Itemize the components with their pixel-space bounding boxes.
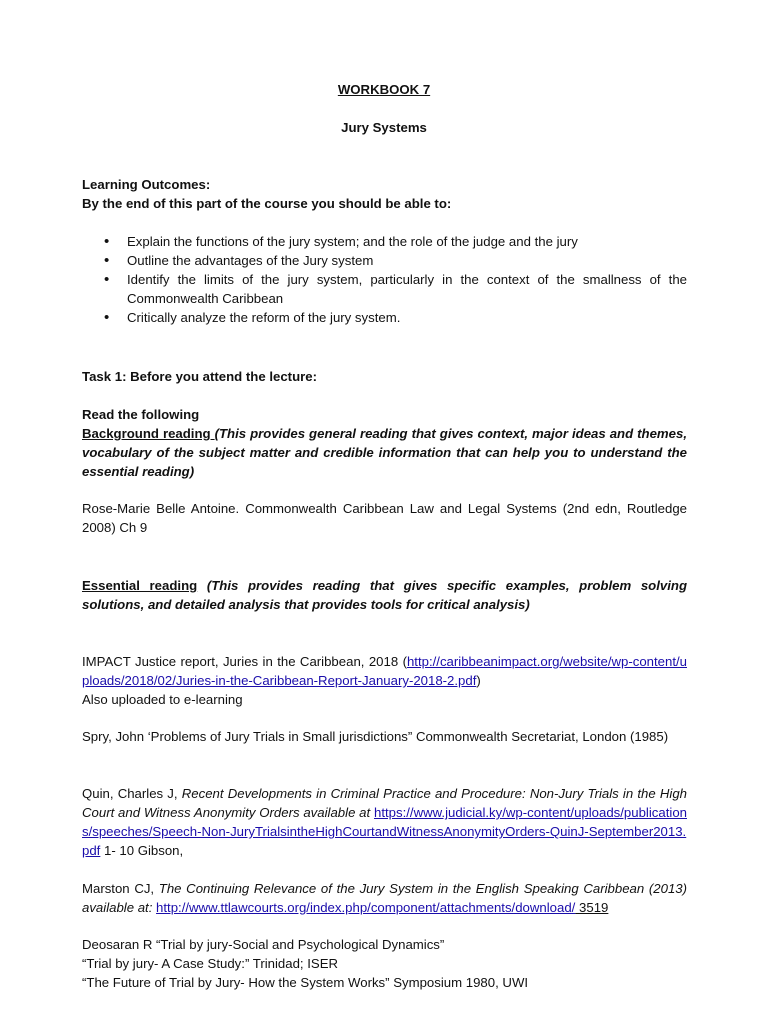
spry-reference: Spry, John ‘Problems of Jury Trials in Small jurisdictions” Commonwealth Secretariat, London (1985)	[82, 729, 669, 744]
background-reading-label: Background reading	[82, 426, 215, 441]
essential-reading-label: Essential reading	[82, 578, 198, 593]
essential-reading	[82, 576, 687, 614]
task1-heading: Task 1: Before you attend the lecture:	[82, 369, 317, 384]
deosaran-reference-2: “Trial by jury- A Case Study:” Trinidad; ISER	[82, 956, 339, 971]
deosaran-reference-1: Deosaran R “Trial by jury-Social and Psychological Dynamics”	[82, 937, 445, 952]
impact-note: Also uploaded to e-learning	[82, 692, 243, 707]
quin-link[interactable]: https://www.judicial.ky/wp-content/uploads/publications/speeches/Speech-Non-JuryTrialsintheHighCourtandWitnessAnonymityOrders-QuinJ-September2013.pdf	[82, 805, 687, 858]
marston-reference	[82, 879, 687, 917]
marston-link[interactable]: http://www.ttlawcourts.org/index.php/component/attachments/download/	[156, 900, 576, 915]
page-subtitle: Jury Systems	[341, 120, 427, 135]
background-reference: Rose-Marie Belle Antoine. Commonwealth Caribbean Law and Legal Systems (2nd edn, Routledge 2008) Ch 9	[82, 501, 687, 535]
list-item: • Critically analyze the reform of the jury system.	[82, 308, 687, 327]
list-item: • Outline the advantages of the Jury system	[82, 251, 687, 270]
marston-author: Marston CJ,	[82, 881, 159, 896]
list-item: • Identify the limits of the jury system, particularly in the context of the smallness of the Commonwealth Caribbean	[82, 270, 687, 308]
read-following: Read the following	[82, 407, 200, 422]
impact-reference	[82, 652, 687, 690]
quin-tail: 1- 10 Gibson,	[100, 843, 184, 858]
quin-author: Quin, Charles J,	[82, 786, 182, 801]
marston-title: The Continuing Relevance of the Jury System in the English Speaking Caribbean (2013) available at:	[82, 881, 688, 915]
outcomes-list	[82, 232, 687, 327]
essential-reading-desc: (This provides reading that gives specific examples, problem solving solutions, and detailed analysis that provides tools for critical analysis)	[82, 578, 688, 612]
learning-outcomes-intro: By the end of this part of the course you should be able to:	[82, 196, 452, 211]
marston-number: 3519	[575, 900, 609, 915]
impact-link[interactable]: http://caribbeanimpact.org/website/wp-content/uploads/2018/02/Juries-in-the-Caribbean-Report-January-2018-2.pdf	[82, 654, 687, 688]
background-reading-desc: (This provides general reading that gives context, major ideas and themes, vocabulary of the subject matter and credible information that can help you to understand the essential reading)	[82, 426, 687, 479]
workbook-title: WORKBOOK 7	[337, 82, 431, 97]
background-reading	[82, 424, 687, 481]
impact-text: IMPACT Justice report, Juries in the Caribbean, 2018 (	[82, 654, 407, 669]
deosaran-reference-3: “The Future of Trial by Jury- How the System Works” Symposium 1980, UWI	[82, 975, 529, 990]
impact-close: )	[476, 673, 481, 688]
list-item: • Explain the functions of the jury system; and the role of the judge and the jury	[82, 232, 687, 251]
quin-title: Recent Developments in Criminal Practice and Procedure: Non-Jury Trials in the High Court and Witness Anonymity Orders available at	[82, 786, 687, 820]
learning-outcomes-heading: Learning Outcomes:	[82, 177, 211, 192]
quin-reference	[82, 784, 687, 860]
